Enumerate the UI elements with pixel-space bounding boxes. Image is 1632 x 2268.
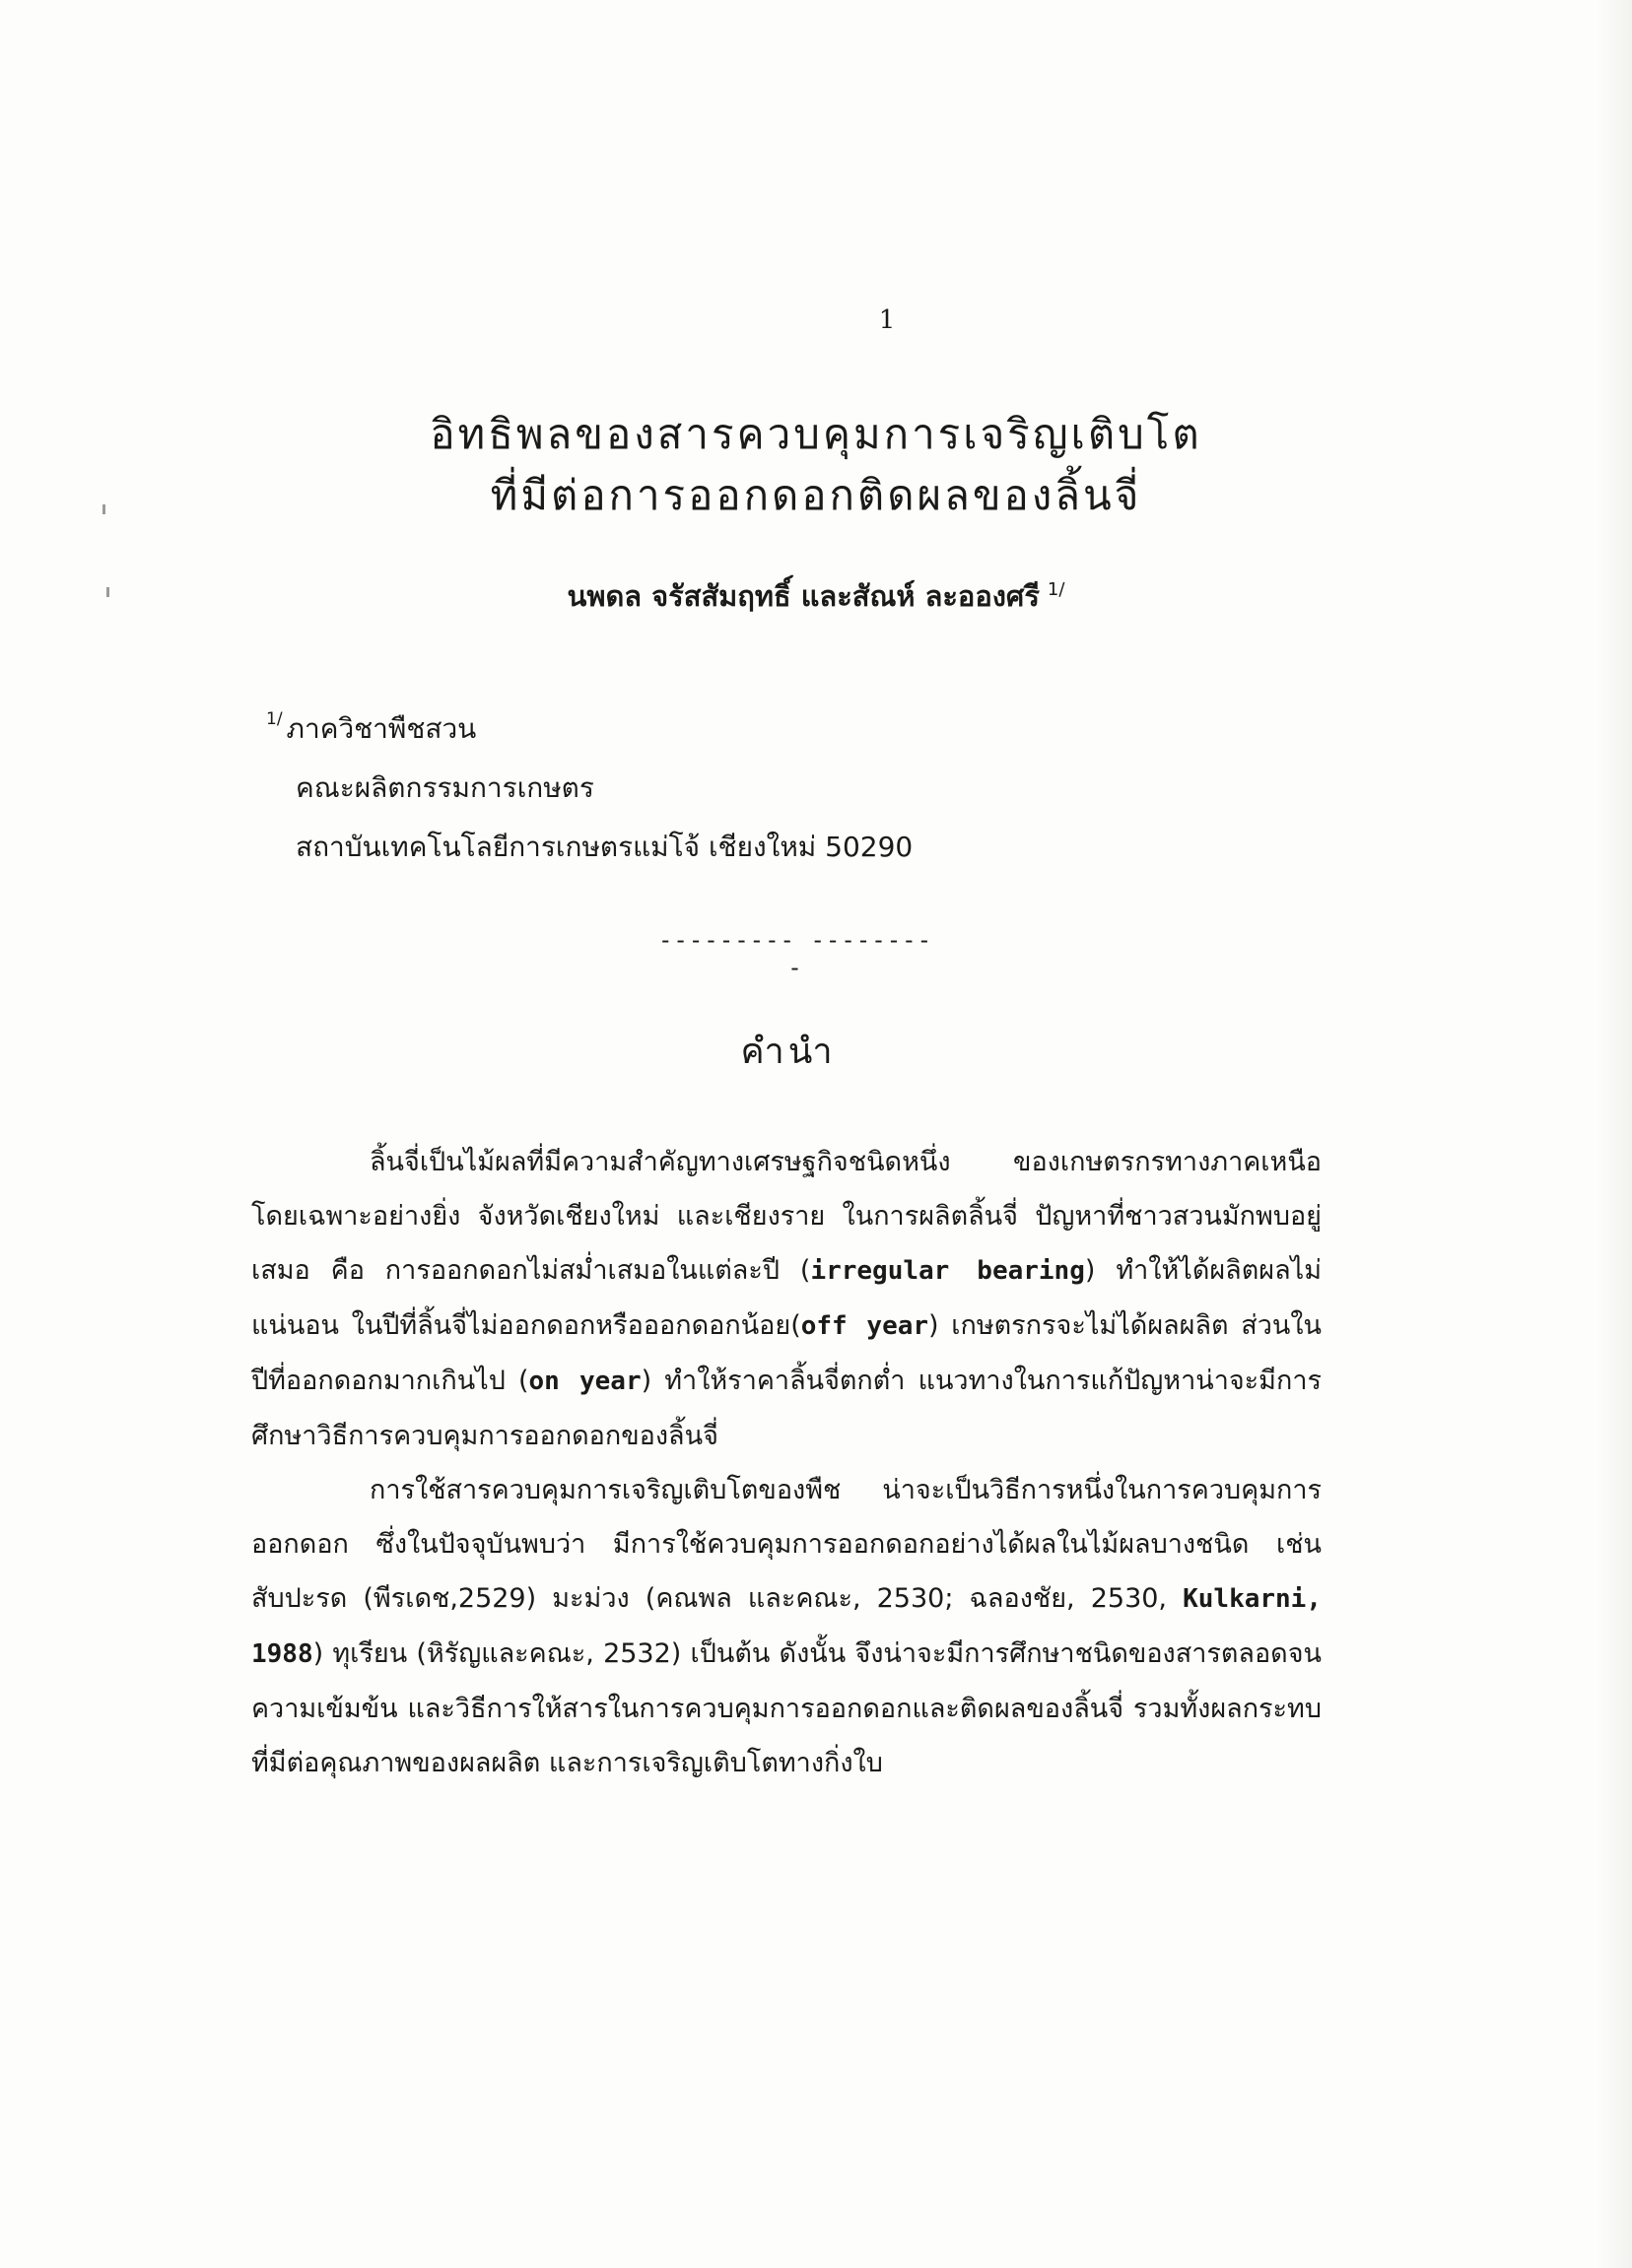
paper-title [197,404,1435,526]
affiliation-faculty: คณะผลิตกรรมการเกษตร [296,771,594,804]
english-term: on year [528,1367,642,1396]
page-number: 1 [878,305,896,335]
affiliation-block [266,690,1153,877]
scan-speck [102,504,105,514]
title-line-1: อิทธิพลของสารควบคุมการเจริญเติบโต [430,410,1202,458]
introduction-body [251,1135,1322,1790]
english-term: off year [800,1311,929,1341]
author-names: นพดล จรัสสัมฤทธิ์ และสัณห์ ละอองศรี [567,579,1040,613]
affiliation-marker: 1/ [266,709,283,729]
page-edge-shadow [1597,0,1632,2268]
citation-english: Kulkarni, 1988 [251,1584,1322,1669]
paragraph: ลิ้นจี่เป็นไม้ผลที่มีความสำคัญทางเศรษฐกิจชนิดหนึ่ง ของเกษตรกรทางภาคเหนือ โดยเฉพาะอย่างยิ่ง จังหวัดเชียงใหม่ และเชียงราย ในการผลิตลิ้นจี่ ปัญหาที่ชาวสวนมักพบอยู่เสมอ คือ การออกดอกไม่สม่ำเสมอในแต่ละปี (irregular bearing) ทำให้ได้ผลิตผลไม่แน่นอน ในปีที่ลิ้นจี่ไม่ออกดอกหรือออกดอกน้อย(off year) เกษตรกรจะไม่ได้ผลผลิต ส่วนในปีที่ออกดอกมากเกินไป (on year) ทำให้ราคาลิ้นจี่ตกต่ำ แนวทางในการแก้ปัญหาน่าจะมีการศึกษาวิธีการควบคุมการออกดอกของลิ้นจี่ [251,1147,1323,1451]
author-line [197,573,1435,619]
section-divider: --------- --------- [657,926,933,981]
title-line-2: ที่มีต่อการออกดอกติดผลของลิ้นจี่ [490,471,1142,519]
affiliation-institute: สถาบันเทคโนโลยีการเกษตรแม่โจ้ เชียงใหม่ 50290 [296,831,914,863]
english-term: irregular bearing [810,1256,1085,1286]
scan-speck [106,587,109,597]
affiliation-department: $^{1/}$ ภาควิชาพืชสวน [266,709,477,745]
author-footnote-marker: 1/ [1047,579,1065,601]
section-heading-introduction: คำนำ [740,1032,837,1072]
paragraph: การใช้สารควบคุมการเจริญเติบโตของพืช น่าจะเป็นวิธีการหนึ่งในการควบคุมการออกดอก ซึ่งในปัจจุบันพบว่า มีการใช้ควบคุมการออกดอกอย่างได้ผลในไม้ผลบางชนิด เช่น สับปะรด (พีรเดช,2529) มะม่วง (คณพล และคณะ, 2530; ฉลองชัย, 2530, Kulkarni, 1988) ทุเรียน (หิรัญและคณะ, 2532) เป็นต้น ดังนั้น จึงน่าจะมีการศึกษาชนิดของสารตลอดจนความเข้มข้น และวิธีการให้สารในการควบคุมการออกดอกและติดผลของลิ้นจี่ รวมทั้งผลกระทบที่มีต่อคุณภาพของผลผลิต และการเจริญเติบโตทางกิ่งใบ [251,1475,1322,1778]
